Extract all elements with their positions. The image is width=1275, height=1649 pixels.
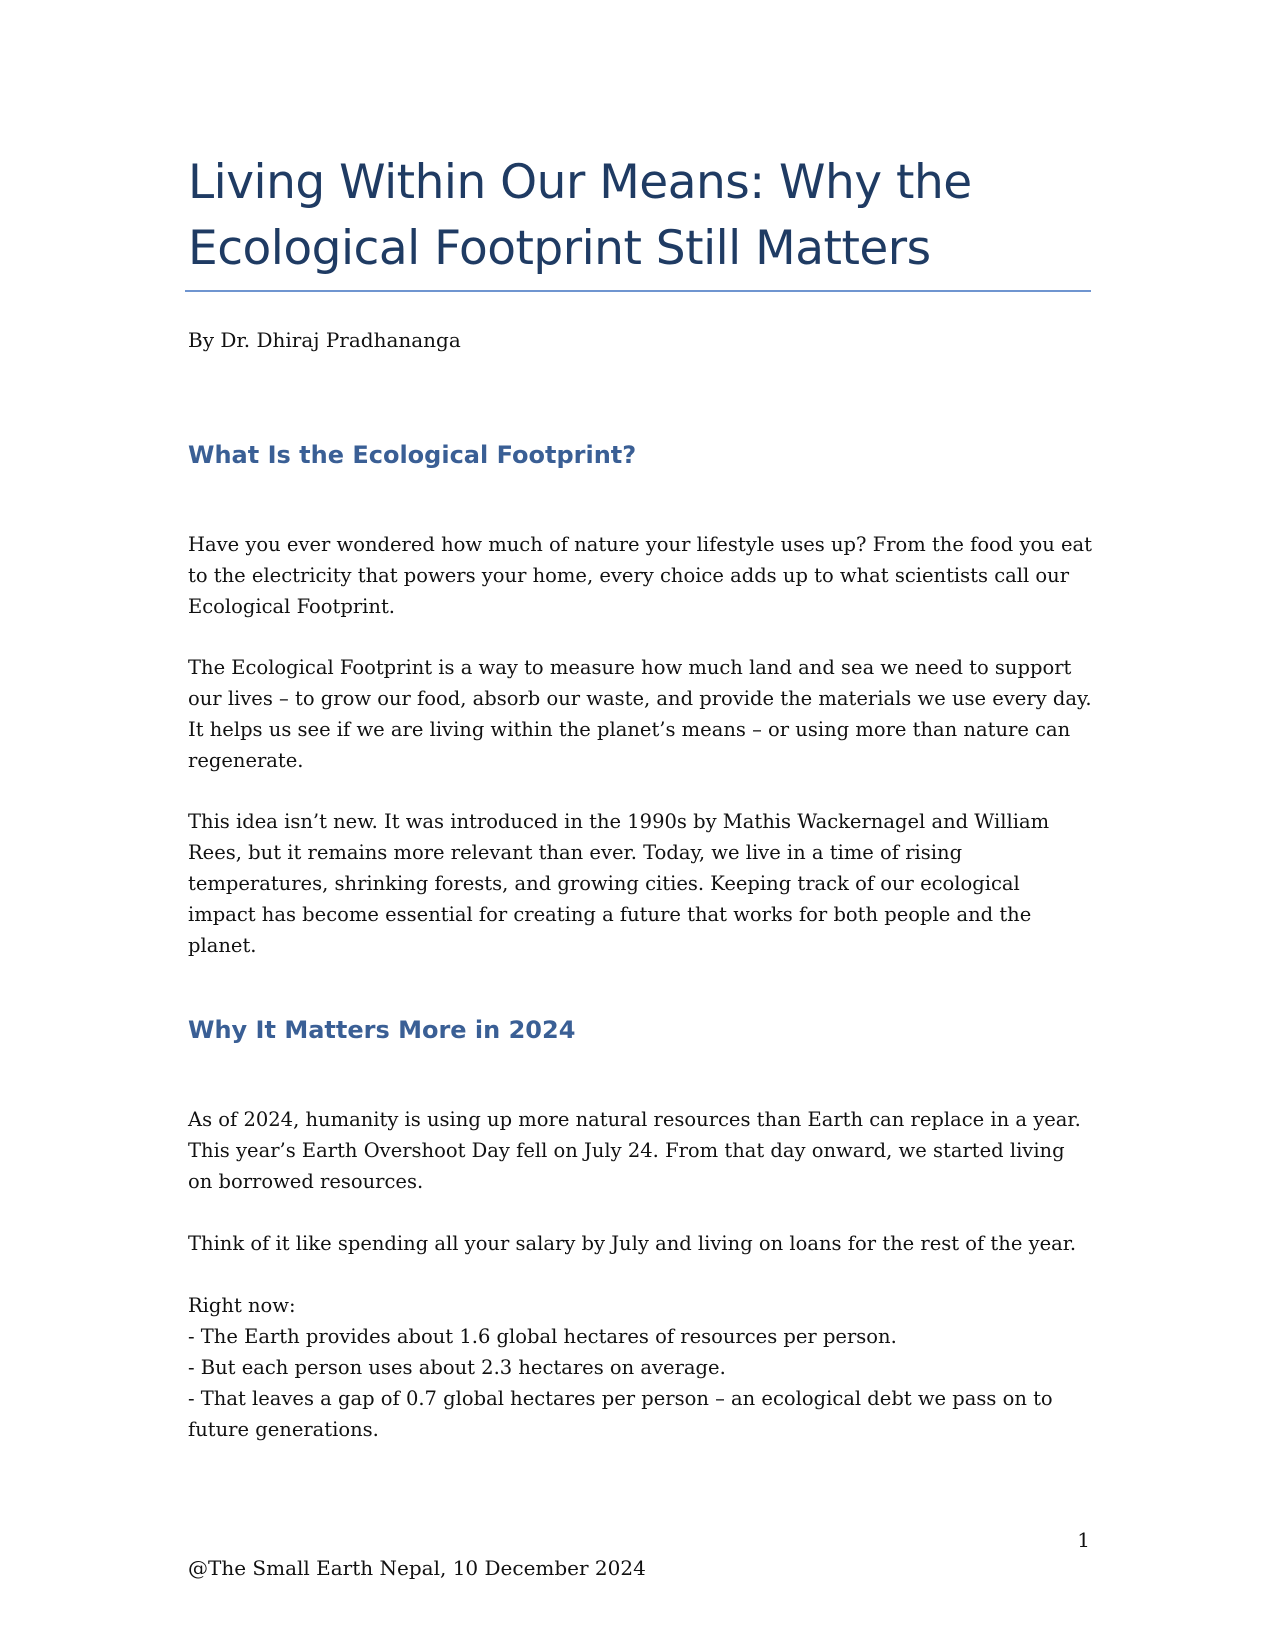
paragraph: Right now:: [188, 1294, 296, 1317]
author-byline: By Dr. Dhiraj Pradhananga: [188, 328, 461, 352]
paragraph: As of 2024, humanity is using up more natural resources than Earth can replace in a year. This year’s Earth Overshoot Day fell on July 24. From that day onward, we started living on borrowed resources.: [188, 1108, 1081, 1193]
section-heading-ecological-footprint: What Is the Ecological Footprint?: [188, 441, 637, 469]
section-heading-why-it-matters: Why It Matters More in 2024: [188, 1016, 576, 1044]
paragraph: Have you ever wondered how much of nature your lifestyle uses up? From the food you eat to the electricity that powers your home, every choice adds up to what scientists call our Ecological Footprint.: [188, 533, 1092, 618]
resource-stats-list: [188, 1321, 1093, 1445]
list-item: - That leaves a gap of 0.7 global hectares per person – an ecological debt we pass on to future generations.: [188, 1387, 1053, 1441]
document-title: Living Within Our Means: Why the Ecological Footprint Still Matters: [188, 155, 972, 276]
paragraph: The Ecological Footprint is a way to measure how much land and sea we need to support our lives – to grow our food, absorb our waste, and provide the materials we use every day. It helps us see if we are living within the planet’s means – or using more than nature can regenerate.: [188, 656, 1092, 772]
page-footer: @The Small Earth Nepal, 10 December 2024: [188, 1556, 646, 1580]
page-number: 1: [1077, 1528, 1090, 1552]
title-divider: [185, 290, 1091, 292]
paragraph: Think of it like spending all your salary by July and living on loans for the rest of the year.: [188, 1232, 1077, 1255]
list-item: - But each person uses about 2.3 hectares on average.: [188, 1356, 726, 1379]
paragraph: This idea isn’t new. It was introduced in the 1990s by Mathis Wackernagel and William Rees, but it remains more relevant than ever. Today, we live in a time of rising temperatures, shrinking forests, and growing cities. Keeping track of our ecological impact has become essential for creating a future that works for both people and the planet.: [188, 810, 1050, 957]
list-item: - The Earth provides about 1.6 global hectares of resources per person.: [188, 1325, 897, 1348]
